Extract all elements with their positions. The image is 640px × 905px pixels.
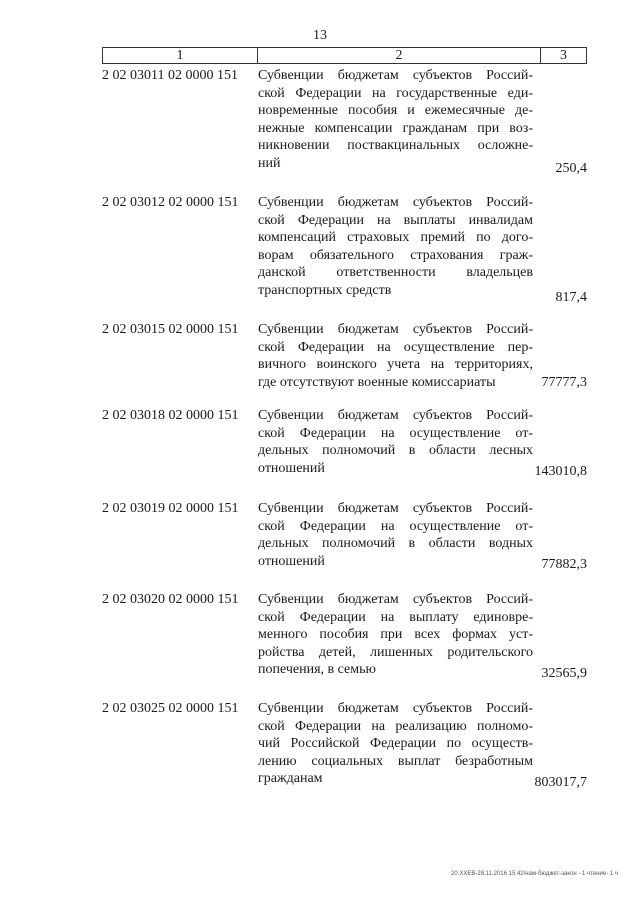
description-line: новременные пособия и ежемесячные де-	[258, 103, 533, 118]
description-line: ской Федерации на выплату единовре-	[258, 609, 533, 625]
description-line: ской Федерации на осуществление от-	[258, 425, 533, 441]
description-line: ской Федерации на реализацию полномо-	[258, 718, 533, 734]
row-description	[258, 500, 533, 570]
header-column-2: 2	[258, 48, 541, 63]
description-line: Субвенции бюджетам субъектов Россий-	[258, 592, 533, 607]
description-line: компенсаций страховых премий по дого-	[258, 230, 533, 245]
description-line: где отсутствуют военные комиссариаты	[258, 374, 496, 390]
amount-value: 250,4	[555, 161, 587, 176]
description-line: вичного воинского учета на территориях,	[258, 357, 533, 372]
budget-code: 2 02 03011 02 0000 151	[102, 68, 238, 83]
header-column-1: 1	[103, 48, 258, 63]
description-line: Субвенции бюджетам субъектов Россий-	[258, 195, 533, 210]
description-line: ний	[258, 155, 281, 171]
description-line: ворам обязательного страхования граж-	[258, 247, 533, 263]
footer-filepath: 20.ХХЕВ-28.11.2016 15:42/нам-бюджет-закон - 1 чтение- 1 ч	[451, 871, 618, 877]
description-line: Субвенции бюджетам субъектов Россий-	[258, 408, 533, 423]
budget-code: 2 02 03020 02 0000 151	[102, 592, 239, 607]
page-number: 13	[313, 28, 327, 43]
amount-value: 77882,3	[541, 557, 587, 572]
row-description	[258, 591, 533, 679]
description-line: Субвенции бюджетам субъектов Россий-	[258, 322, 533, 337]
description-line: ской Федерации на государственные еди-	[258, 85, 533, 101]
header-column-3: 3	[560, 47, 567, 63]
description-line: отношений	[258, 553, 325, 569]
description-line: отношений	[258, 460, 325, 476]
description-line: менного пособия при всех формах уст-	[258, 627, 533, 642]
description-line: Субвенции бюджетам субъектов Россий-	[258, 68, 533, 83]
row-description	[258, 67, 533, 172]
description-line: Субвенции бюджетам субъектов Россий-	[258, 501, 533, 516]
amount-value: 77777,3	[541, 375, 587, 390]
description-line: никновении поствакцинальных осложне-	[258, 138, 533, 153]
amount-value: 143010,8	[534, 464, 587, 479]
description-line: гражданам	[258, 771, 323, 786]
row-description	[258, 194, 533, 299]
table-header	[102, 47, 587, 64]
description-line: чий Российской Федерации по осуществ-	[258, 736, 533, 751]
budget-code: 2 02 03012 02 0000 151	[102, 195, 239, 210]
description-line: нежные компенсации гражданам при воз-	[258, 120, 533, 136]
row-description	[258, 700, 533, 788]
row-description	[258, 321, 533, 391]
description-line: ройства детей, лишенных родительского	[258, 644, 533, 660]
budget-code: 2 02 03015 02 0000 151	[102, 322, 239, 337]
description-line: данской ответственности владельцев	[258, 265, 533, 280]
budget-code: 2 02 03018 02 0000 151	[102, 408, 239, 423]
budget-code: 2 02 03025 02 0000 151	[102, 701, 239, 716]
description-line: ской Федерации на выплаты инвалидам	[258, 212, 533, 228]
description-line: дельных полномочий в области водных	[258, 536, 533, 551]
description-line: попечения, в семью	[258, 662, 376, 677]
description-line: лению социальных выплат безработным	[258, 753, 533, 769]
amount-value: 817,4	[555, 290, 587, 305]
row-description	[258, 407, 533, 477]
amount-value: 803017,7	[534, 775, 587, 790]
amount-value: 32565,9	[541, 666, 587, 681]
budget-code: 2 02 03019 02 0000 151	[102, 501, 239, 516]
description-line: ской Федерации на осуществление пер-	[258, 339, 533, 355]
description-line: ской Федерации на осуществление от-	[258, 518, 533, 534]
description-line: транспортных средств	[258, 282, 392, 298]
description-line: Субвенции бюджетам субъектов Россий-	[258, 701, 533, 716]
description-line: дельных полномочий в области лесных	[258, 443, 533, 458]
